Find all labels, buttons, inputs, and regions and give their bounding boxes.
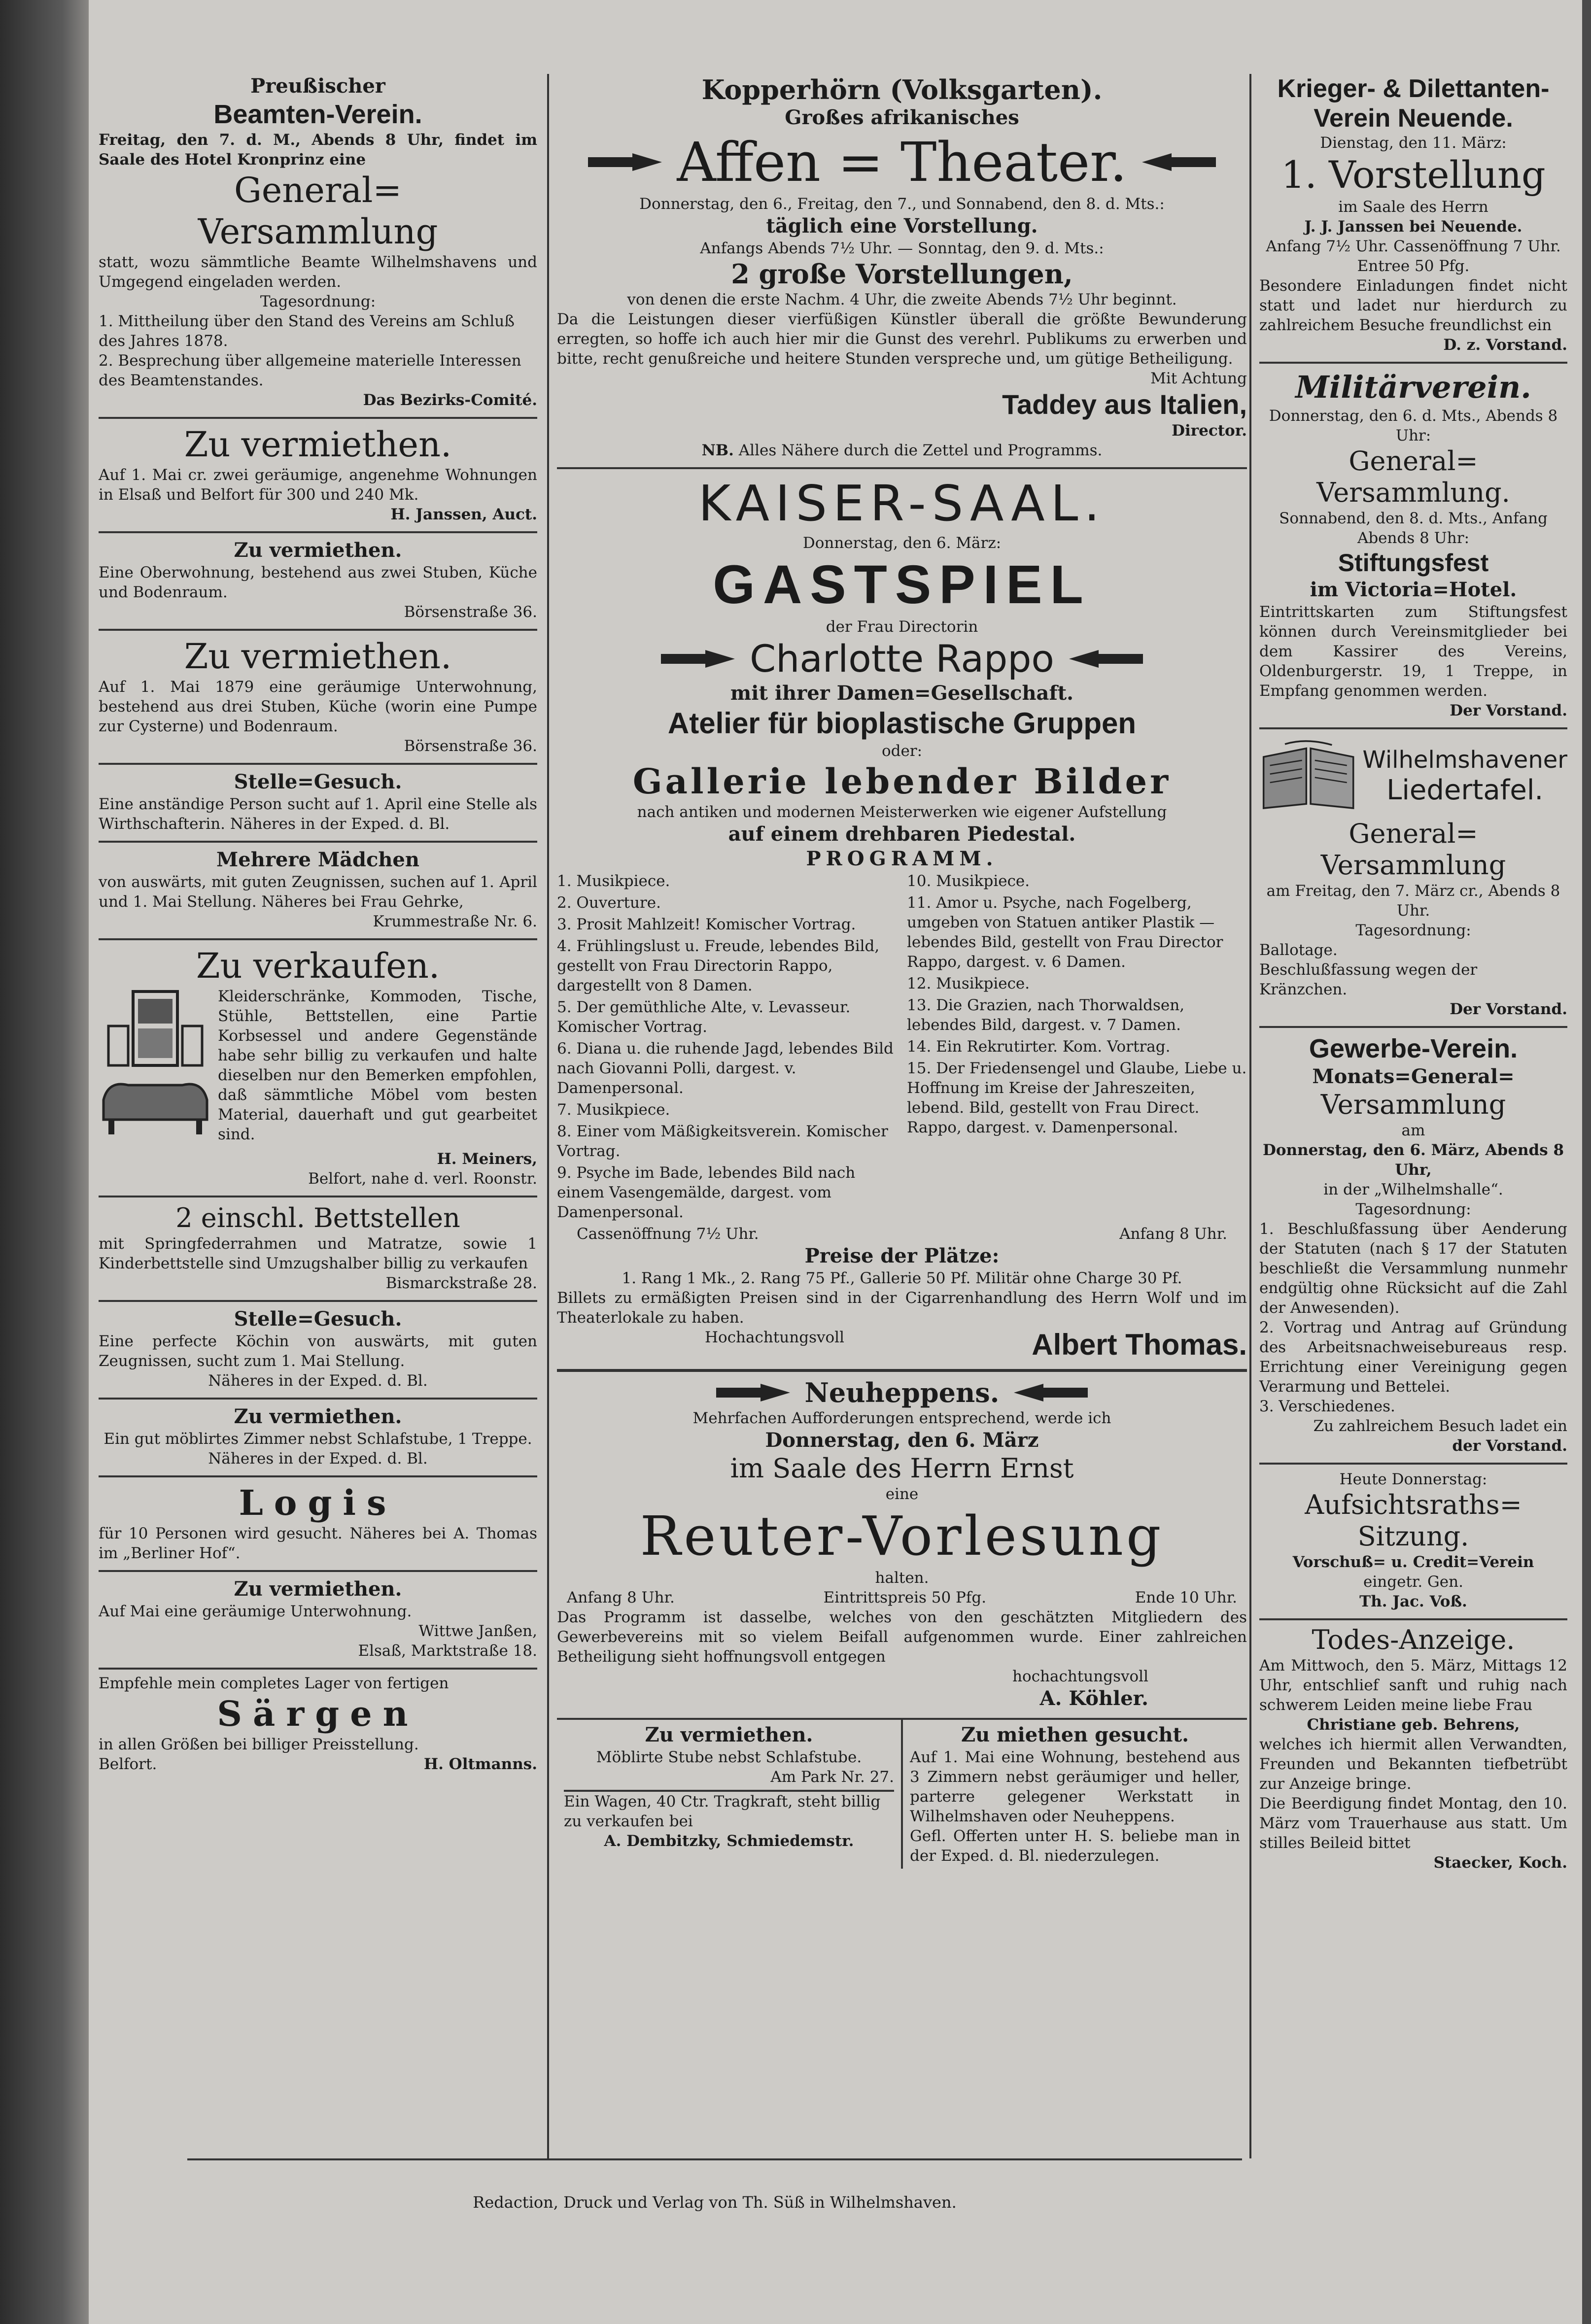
ad-heading: 2 große Vorstellungen,	[731, 258, 1073, 290]
ad-agenda-label: Tagesordnung:	[1355, 922, 1471, 939]
ad-text: 1. Rang 1 Mk., 2. Rang 75 Pf., Gallerie 50 Pf. Militär ohne Charge 30 Pf.	[622, 1269, 1182, 1287]
ad-signature: A. Köhler.	[1039, 1687, 1148, 1710]
ad-stelle-gesuch-2	[99, 1302, 537, 1400]
ad-text: Donnerstag, den 6., Freitag, den 7., und Sonnabend, den 8. d. Mts.:	[639, 195, 1165, 213]
program-column-left	[557, 871, 897, 1224]
ad-title: Wilhelmshavener	[1362, 746, 1567, 774]
ad-bottom-left	[557, 1720, 901, 1869]
ad-text: Gefl. Offerten unter H. S. beliebe man in der Exped. d. Bl. niederzulegen.	[910, 1827, 1240, 1865]
program-item: 7. Musikpiece.	[557, 1101, 670, 1119]
ad-agenda-item: 3. Verschiedenes.	[1259, 1398, 1395, 1415]
ad-signature: der Vorstand.	[1452, 1437, 1567, 1455]
ad-signature: Staecker, Koch.	[1433, 1854, 1567, 1872]
furniture-illustration-icon	[99, 987, 212, 1149]
ad-text: Anfang 7½ Uhr. Cassenöffnung 7 Uhr. Entree 50 Pfg.	[1266, 238, 1561, 275]
ad-zu-vermiethen-3	[99, 631, 537, 765]
ad-heading: Versammlung	[1320, 1089, 1506, 1120]
ad-neuheppens	[557, 1372, 1247, 1720]
ad-text: Freitag, den 7. d. M., Abends 8 Uhr, findet im Saale des Hotel Kronprinz eine	[99, 131, 537, 169]
ad-heading: Stiftungsfest	[1338, 549, 1489, 577]
program-item: 10. Musikpiece.	[907, 872, 1030, 890]
ad-signature: Taddey aus Italien,	[1002, 389, 1247, 420]
ad-signature-title: Director.	[1172, 422, 1247, 440]
program-item: 13. Die Grazien, nach Thorwaldsen, lebendes Bild, dargest. v. 7 Damen.	[907, 996, 1185, 1034]
pointing-hand-left-icon	[1142, 152, 1216, 172]
middle-column	[557, 69, 1247, 1869]
ad-heading: Zu vermiethen.	[184, 424, 452, 465]
ad-signature: Der Vorstand.	[1450, 1000, 1567, 1018]
ad-signature: D. z. Vorstand.	[1443, 336, 1567, 354]
ad-text: Die Beerdigung findet Montag, den 10. März vom Trauerhause aus statt. Um stilles Beileid bittet	[1259, 1795, 1567, 1852]
ad-title: Militärverein.	[1295, 369, 1531, 405]
ad-text: Am Mittwoch, den 5. März, Mittags 12 Uhr, entschlief sanft und ruhig nach schwerem Leiden meine liebe Frau	[1259, 1657, 1567, 1714]
ad-heading: Versammlung.	[1316, 477, 1510, 508]
ad-militaerverein	[1259, 364, 1567, 729]
ad-text: Eine Oberwohnung, bestehend aus zwei Stuben, Küche und Bodenraum.	[99, 564, 537, 601]
ad-agenda-item: Ballotage.	[1259, 941, 1338, 959]
ad-kicker: Monats=General=	[1312, 1065, 1515, 1088]
ad-text: Auf 1. Mai 1879 eine geräumige Unterwohnung, bestehend aus drei Stuben, Küche (worin eine Pumpe zur Cysterne) und Bodenraum.	[99, 678, 537, 735]
ad-title: Neuheppens.	[804, 1377, 1000, 1408]
ad-text: Hochachtungsvoll	[705, 1329, 844, 1346]
ad-heading: 2 einschl. Bettstellen	[175, 1202, 460, 1233]
program-item: 3. Prosit Mahlzeit! Komischer Vortrag.	[557, 916, 856, 933]
ad-text: Cassenöffnung 7½ Uhr.	[577, 1225, 759, 1243]
ad-kaiser-saal	[557, 469, 1247, 1372]
ad-heading: Zu verkaufen.	[196, 946, 440, 986]
ad-text: Alles Nähere durch die Zettel und Programms.	[738, 442, 1103, 459]
ad-signature: Th. Jac. Voß.	[1359, 1593, 1467, 1610]
program-column-right	[907, 871, 1247, 1224]
ad-maedchen	[99, 843, 537, 940]
ad-title: Krieger- & Dilettanten-	[1277, 74, 1550, 103]
ad-heading: Todes-Anzeige.	[1312, 1624, 1515, 1655]
ad-bottom-row	[557, 1720, 1247, 1869]
ad-text: im Saale des Herrn	[1338, 198, 1488, 216]
ad-agenda-item: 1. Mittheilung über den Stand des Vereins am Schluß des Jahres 1878.	[99, 312, 515, 350]
ad-heading: General=	[1349, 445, 1478, 477]
ad-zu-vermiethen-2	[99, 533, 537, 631]
ad-signature: Näheres in der Exped. d. Bl.	[208, 1372, 428, 1390]
ad-heading: Reuter-Vorlesung	[640, 1504, 1164, 1568]
ad-name: Christiane geb. Behrens,	[1307, 1716, 1520, 1734]
ad-text: der Frau Directorin	[826, 618, 978, 636]
ad-text: Ende 10 Uhr.	[1135, 1589, 1237, 1606]
ad-text: Da die Leistungen dieser vierfüßigen Künstler überall die größte Bewunderung erregten, so hoffe ich auch hier mir die Gunst des verehrl. Publikums zu erwerben und bitte, recht genußreiche und heitere Stunden verspreche und, um gütige Betheiligung.	[557, 310, 1247, 368]
ad-heading: Versammlung	[1320, 850, 1506, 881]
page-edge-shadow	[0, 0, 89, 2324]
program-item: 9. Psyche im Bade, lebendes Bild nach einem Vasengemälde, dargest. vom Damenpersonal.	[557, 1164, 856, 1221]
ad-heading: Zu miethen gesucht.	[961, 1723, 1189, 1746]
ad-agenda-item: Beschlußfassung wegen der Kränzchen.	[1259, 961, 1478, 998]
ad-heading: Mehrere Mädchen	[216, 848, 419, 871]
ad-title: Verein Neuende.	[1314, 104, 1513, 133]
ad-heading: Affen = Theater.	[677, 131, 1127, 194]
ad-gewerbe-verein	[1259, 1028, 1567, 1465]
ad-heading: Stelle=Gesuch.	[234, 770, 402, 793]
ad-agenda-label: Tagesordnung:	[260, 293, 376, 310]
ad-signature: Albert Thomas.	[1032, 1328, 1247, 1361]
ad-text: Anfang 8 Uhr.	[567, 1589, 675, 1606]
ad-text: Auf Mai eine geräumige Unterwohnung.	[99, 1603, 412, 1620]
pointing-hand-right-icon	[716, 1383, 790, 1402]
ad-date: Donnerstag, den 6. März:	[802, 534, 1002, 552]
ad-kopperhoern	[557, 69, 1247, 469]
ad-agenda-label: Tagesordnung:	[1355, 1200, 1471, 1218]
ad-agenda-item: 2. Besprechung über allgemeine materielle Interessen des Beamtenstandes.	[99, 352, 521, 389]
ad-heading: General=	[1349, 818, 1478, 849]
program-item: 5. Der gemüthliche Alte, v. Levasseur. Komischer Vortrag.	[557, 998, 851, 1036]
ad-text: von denen die erste Nachm. 4 Uhr, die zweite Abends 7½ Uhr beginnt.	[627, 291, 1177, 308]
ad-stelle-gesuch-1	[99, 765, 537, 843]
ad-heading: Stelle=Gesuch.	[234, 1307, 402, 1331]
ad-title: Liedertafel.	[1386, 774, 1544, 806]
ad-signature: Wittwe Janßen,	[418, 1622, 537, 1640]
bottom-rule	[187, 2158, 1242, 2160]
ad-logis	[99, 1477, 537, 1572]
ad-signature: Börsenstraße 36.	[404, 737, 537, 755]
ad-kicker: Großes afrikanisches	[785, 106, 1019, 129]
ad-text: Vorschuß= u. Credit=Verein	[1292, 1553, 1534, 1571]
program-item: 14. Ein Rekrutirter. Kom. Vortrag.	[907, 1038, 1171, 1056]
ad-text: mit ihrer Damen=Gesellschaft.	[730, 682, 1074, 705]
ad-heading: Zu vermiethen.	[234, 1405, 402, 1428]
ad-text: Eine anständige Person sucht auf 1. April eine Stelle als Wirthschafterin. Näheres in der Exped. d. Bl.	[99, 795, 537, 833]
ad-text: welches ich hiermit allen Verwandten, Freunden und Bekannten tiefbetrübt zur Anzeige bringe.	[1259, 1736, 1567, 1793]
ad-zu-vermiethen-4	[99, 1400, 537, 1477]
ad-zu-verkaufen	[99, 940, 537, 1197]
ad-text: auf einem drehbaren Piedestal.	[728, 822, 1076, 846]
ad-text: Donnerstag, den 6. d. Mts., Abends 8 Uhr:	[1269, 407, 1558, 444]
program-item: 12. Musikpiece.	[907, 975, 1030, 992]
ad-signature: Das Bezirks-Comité.	[363, 391, 537, 409]
ad-zu-vermiethen-5	[99, 1572, 537, 1670]
program-item: 2. Ouverture.	[557, 894, 661, 912]
pointing-hand-right-icon	[588, 152, 662, 172]
ad-text: Sonnabend, den 8. d. Mts., Anfang Abends 8 Uhr:	[1279, 510, 1548, 547]
ad-signature: A. Dembitzky, Schmiedemstr.	[604, 1832, 854, 1850]
ad-heading: Atelier für bioplastische Gruppen	[667, 707, 1137, 740]
ad-text: Mehrfachen Aufforderungen entsprechend, werde ich	[692, 1409, 1111, 1427]
pointing-hand-left-icon	[1014, 1383, 1088, 1402]
ad-title: Kopperhörn (Volksgarten).	[701, 74, 1103, 105]
ad-text: eingetr. Gen.	[1363, 1573, 1463, 1591]
ad-text: mit Springfederrahmen und Matratze, sowie 1 Kinderbettstelle sind Umzugshalber billig zu verkaufen	[99, 1235, 537, 1272]
ad-text: oder:	[881, 742, 923, 760]
ad-text: Auf 1. Mai cr. zwei geräumige, angenehme Wohnungen in Elsaß und Belfort für 300 und 240 Mk.	[99, 466, 537, 504]
ad-date: Heute Donnerstag:	[1339, 1470, 1487, 1488]
ad-date: Donnerstag, den 6. März	[765, 1429, 1039, 1452]
ad-heading: Zu vermiethen.	[234, 539, 402, 562]
left-column	[99, 69, 537, 1774]
column-rule-right	[1249, 74, 1251, 2158]
program-item: 11. Amor u. Psyche, nach Fogelberg, umgeben von Statuen antiker Plastik — lebendes Bild, gestellt von Frau Director Rappo, dargest. v. 6 Damen.	[907, 894, 1223, 971]
ad-text: Zu zahlreichem Besuch ladet ein	[1313, 1417, 1567, 1435]
ad-liedertafel	[1259, 729, 1567, 1028]
ad-signature: H. Oltmanns.	[423, 1755, 537, 1773]
ad-text: Ein Wagen, 40 Ctr. Tragkraft, steht billig zu verkaufen bei	[564, 1793, 881, 1830]
ad-saerge	[99, 1670, 537, 1774]
ad-text: im Victoria=Hotel.	[1310, 578, 1517, 601]
ad-date: Donnerstag, den 6. März, Abends 8 Uhr,	[1262, 1141, 1564, 1179]
ad-text: am	[1401, 1122, 1425, 1139]
ad-heading: 1. Vorstellung	[1281, 153, 1546, 197]
ad-text: für 10 Personen wird gesucht. Näheres bei A. Thomas im „Berliner Hof“.	[99, 1525, 537, 1562]
ad-nb: NB.	[701, 442, 734, 459]
ad-bettstellen	[99, 1197, 537, 1302]
ad-text: Eine perfecte Köchin von auswärts, mit guten Zeugnissen, sucht zum 1. Mai Stellung.	[99, 1333, 537, 1370]
ad-heading: General=	[234, 170, 402, 210]
ad-text: Kleiderschränke, Kommoden, Tische, Stühle, Bettstellen, eine Partie Korbsessel und andere Gegenstände habe sehr billig zu verkaufen und halte dieselben nur den Bemerken empfohlen, daß sämmtliche Möbel vom besten Material, dauerhaft und gut gearbeitet sind.	[218, 988, 537, 1143]
ad-text: Möblirte Stube nebst Schlafstube.	[596, 1748, 862, 1766]
ad-heading: Logis	[239, 1482, 397, 1523]
ad-text: hochachtungsvoll	[1012, 1668, 1148, 1685]
ad-beamten-verein	[99, 69, 537, 419]
ad-text: J. J. Janssen bei Neuende.	[1304, 218, 1522, 236]
ad-signature: Der Vorstand.	[1450, 702, 1567, 719]
pointing-hand-right-icon	[661, 649, 735, 669]
program-item: 8. Einer vom Mäßigkeitsverein. Komischer Vortrag.	[557, 1123, 888, 1160]
program-heading: PROGRAMM.	[806, 847, 998, 870]
ad-agenda-item: 2. Vortrag und Antrag auf Gründung des Arbeitsnachweisebureaus resp. Errichtung einer Vereinigung gegen Verarmung und Bettelei.	[1259, 1319, 1567, 1396]
ad-text: statt, wozu sämmtliche Beamte Wilhelmshavens und Umgegend eingeladen werden.	[99, 253, 537, 291]
ad-text: Besondere Einladungen findet nicht statt und ladet nur hierdurch zu zahlreichem Besuche freundlichst ein	[1259, 277, 1567, 334]
ad-heading: Zu vermiethen.	[184, 636, 452, 677]
ad-text: Eintrittspreis 50 Pfg.	[823, 1589, 987, 1606]
ad-title: KAISER-SAAL.	[698, 475, 1106, 532]
ad-heading: Zu vermiethen.	[234, 1577, 402, 1601]
program-item: 6. Diana u. die ruhende Jagd, lebendes Bild nach Giovanni Polli, dargest. v. Damenpersonal.	[557, 1040, 894, 1097]
program-item: 1. Musikpiece.	[557, 872, 670, 890]
ad-text: Mit Achtung	[1150, 370, 1247, 387]
ad-heading: Versammlung	[198, 211, 438, 252]
ad-heading: Preise der Plätze:	[804, 1244, 1000, 1267]
ad-text: von auswärts, mit guten Zeugnissen, suchen auf 1. April und 1. Mai Stellung. Näheres bei Frau Gehrke,	[99, 873, 537, 911]
ad-date: Dienstag, den 11. März:	[1320, 134, 1507, 152]
ad-address: Am Park Nr. 27.	[770, 1768, 894, 1786]
ad-agenda-item: 1. Beschlußfassung über Aenderung der Statuten (nach § 17 der Statuten beschließt die Versammlung nunmehr endgültig ohne Rücksicht auf die Zahl der Anwesenden).	[1259, 1220, 1567, 1317]
ad-text: im Saale des Herrn Ernst	[730, 1453, 1074, 1484]
ad-text: eine	[885, 1485, 919, 1503]
ad-text: in der „Wilhelmshalle“.	[1323, 1181, 1503, 1198]
music-book-icon	[1259, 734, 1357, 818]
ad-heading: Zu vermiethen.	[645, 1723, 813, 1746]
ad-heading: Särgen	[217, 1693, 419, 1734]
ad-aufsichtsrath	[1259, 1465, 1567, 1620]
ad-signature: Börsenstraße 36.	[404, 603, 537, 621]
ad-todes-anzeige	[1259, 1620, 1567, 1873]
ad-signature: H. Meiners,	[437, 1150, 537, 1168]
ad-bottom-right	[901, 1720, 1247, 1869]
ad-address: Elsaß, Marktstraße 18.	[358, 1642, 537, 1660]
ad-text: Ein gut möblirtes Zimmer nebst Schlafstube, 1 Treppe.	[104, 1430, 532, 1448]
ad-krieger-verein	[1259, 69, 1567, 364]
ad-text: in allen Größen bei billiger Preisstellung.	[99, 1736, 419, 1753]
ad-signature: Krummestraße Nr. 6.	[373, 913, 537, 930]
pointing-hand-left-icon	[1069, 649, 1143, 669]
ad-address: Belfort, nahe d. verl. Roonstr.	[308, 1170, 537, 1188]
ad-text: nach antiken und modernen Meisterwerken wie eigener Aufstellung	[637, 803, 1167, 821]
ad-title: Beamten-Verein.	[213, 100, 422, 129]
ad-heading: GASTSPIEL	[713, 554, 1091, 615]
ad-text: Billets zu ermäßigten Preisen sind in der Cigarrenhandlung des Herrn Wolf und im Theaterlokale zu haben.	[557, 1289, 1247, 1327]
ad-text: täglich eine Vorstellung.	[766, 214, 1038, 238]
ad-text: Anfangs Abends 7½ Uhr. — Sonntag, den 9. d. Mts.:	[700, 239, 1104, 257]
imprint-footer: Redaction, Druck und Verlag von Th. Süß in Wilhelmshaven.	[473, 2193, 957, 2212]
ad-zu-vermiethen-1	[99, 419, 537, 533]
ad-text: Anfang 8 Uhr.	[1119, 1225, 1227, 1243]
program-list	[557, 871, 1247, 1224]
ad-signature: H. Janssen, Auct.	[390, 506, 537, 523]
ad-signature: Bismarckstraße 28.	[385, 1274, 537, 1292]
program-item: 15. Der Friedensengel und Glaube, Liebe u. Hoffnung im Kreise der Jahreszeiten, lebend. Bild, gestellt von Frau Direct. Rappo, dargest. v. Damenpersonal.	[907, 1059, 1247, 1136]
ad-name: Charlotte Rappo	[750, 637, 1054, 681]
ad-signature: Näheres in der Exped. d. Bl.	[208, 1450, 428, 1468]
program-item: 4. Frühlingslust u. Freude, lebendes Bild, gestellt von Frau Directorin Rappo, dargestellt von 8 Damen.	[557, 937, 880, 994]
ad-place: Belfort.	[99, 1755, 157, 1773]
ad-text: halten.	[875, 1569, 929, 1587]
column-rule-left	[547, 74, 549, 2158]
right-column	[1259, 69, 1567, 1873]
ad-text: Eintrittskarten zum Stiftungsfest können durch Vereinsmitglieder bei dem Kassirer des Vereins, Oldenburgerstr. 19, 1 Treppe, in Empfang genommen werden.	[1259, 603, 1567, 700]
ad-text: Empfehle mein completes Lager von fertigen	[99, 1675, 449, 1692]
ad-text: Das Programm ist dasselbe, welches von den geschätzten Mitgliedern des Gewerbevereins mit so vielem Beifall aufgenommen wurde. Einer zahlreichen Betheiligung sieht hoffnungsvoll entgegen	[557, 1608, 1247, 1666]
ad-heading: Aufsichtsraths=	[1305, 1489, 1522, 1520]
ad-heading: Sitzung.	[1357, 1521, 1469, 1552]
ad-title: Gewerbe-Verein.	[1309, 1034, 1518, 1063]
ad-kicker: Preußischer	[250, 74, 385, 98]
ad-text: Auf 1. Mai eine Wohnung, bestehend aus 3 Zimmern nebst geräumiger und heller, parterre gelegener Werkstatt in Wilhelmshaven oder Neuheppens.	[910, 1748, 1240, 1825]
ad-heading: Gallerie lebender Bilder	[632, 761, 1172, 802]
ad-text: am Freitag, den 7. März cr., Abends 8 Uhr.	[1266, 882, 1560, 920]
